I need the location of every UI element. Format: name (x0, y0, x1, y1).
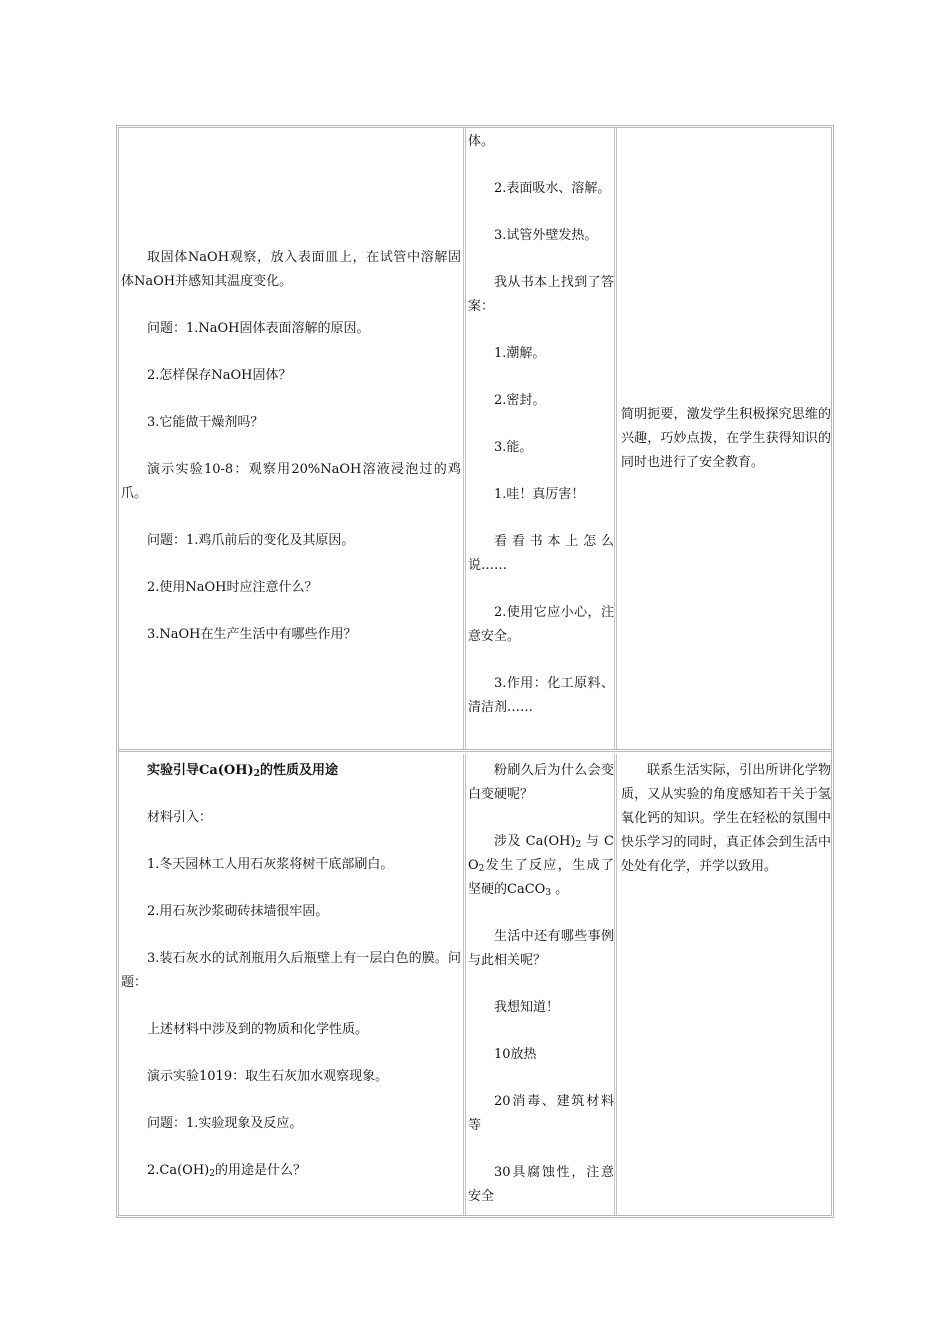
row-divider (119, 749, 831, 752)
paragraph: 3.能。 (494, 440, 533, 455)
teacher-activity-cell (119, 754, 463, 1215)
table-row-naoh (119, 128, 831, 750)
paragraph: 取固体NaOH观察，放入表面皿上，在试管中溶解固体NaOH并感知其温度变化。 (121, 250, 461, 289)
student-activity-cell (467, 754, 615, 1215)
paragraph: 2.使用NaOH时应注意什么？ (147, 580, 318, 595)
paragraph: 上述材料中涉及到的物质和化学性质。 (147, 1022, 369, 1037)
paragraph: 问题：1.鸡爪前后的变化及其原因。 (147, 533, 355, 548)
paragraph: 1.哇！真厉害！ (494, 487, 585, 502)
paragraph: 我从书本上找到了答案： (468, 275, 614, 314)
paragraph: 30具腐蚀性，注意安全 (468, 1165, 614, 1204)
paragraph: 2.怎样保存NaOH固体？ (147, 368, 292, 383)
paragraph: 生活中还有哪些事例与此相关呢？ (468, 929, 614, 968)
paragraph: 1.潮解。 (494, 346, 546, 361)
blank-space (121, 128, 461, 246)
paragraph: 2.密封。 (494, 393, 546, 408)
column-divider (614, 128, 617, 750)
paragraph: 联系生活实际，引出所讲化学物质，又从实验的角度感知若干关于氢氧化钙的知识。学生在轻松的氛围中快乐学习的同时，真正体会到生活中处处有化学，并学以致用。 (621, 763, 831, 874)
paragraph: 3.作用：化工原料、清洁剂…… (468, 676, 614, 715)
design-intent-cell (619, 128, 833, 750)
lesson-plan-table (116, 125, 834, 1218)
table-row-caoh2 (119, 754, 831, 1215)
design-intent-cell (619, 754, 833, 1215)
column-divider (463, 128, 466, 750)
section-title: 实验引导$Ca(OH)_2$的性质及用途 (147, 763, 338, 779)
paragraph: 20消毒、建筑材料等 (468, 1094, 614, 1133)
paragraph: 演示实验1019：取生石灰加水观察现象。 (147, 1069, 389, 1084)
paragraph: 看看书本上怎么说…… (468, 534, 614, 573)
paragraph: 1.冬天园林工人用石灰浆将树干底部刷白。 (147, 857, 394, 872)
teacher-activity-cell (119, 128, 463, 750)
paragraph: 2.表面吸水、溶解。 (494, 181, 611, 196)
paragraph: 3.它能做干燥剂吗？ (147, 415, 264, 430)
column-divider (463, 754, 466, 1215)
paragraph: $2.Ca(OH)_2$的用途是什么？ (147, 1163, 306, 1179)
paragraph: 2.使用它应小心，注意安全。 (468, 605, 614, 644)
paragraph: 演示实验10-8：观察用20%NaOH溶液浸泡过的鸡爪。 (121, 462, 461, 501)
paragraph: 涉及 $Ca(OH)_2$ 与 $CO_2$发生了反应，生成了坚硬的CaCO$_3$ 。 (468, 834, 615, 898)
paragraph: 问题：1.NaOH固体表面溶解的原因。 (147, 321, 370, 336)
paragraph: 我想知道！ (494, 1000, 560, 1015)
paragraph: 材料引入： (147, 810, 213, 825)
paragraph: 10放热 (494, 1047, 537, 1062)
student-activity-cell (467, 128, 615, 750)
paragraph: 3.NaOH在生产生活中有哪些作用？ (147, 627, 357, 642)
paragraph: 体。 (468, 134, 495, 149)
paragraph: 问题：1.实验现象及反应。 (147, 1116, 303, 1131)
paragraph: 简明扼要，激发学生积极探究思维的兴趣，巧妙点拨，在学生获得知识的同时也进行了安全教育。 (621, 407, 831, 470)
paragraph: 3.装石灰水的试剂瓶用久后瓶壁上有一层白色的膜。问题： (121, 951, 461, 990)
column-divider (614, 754, 617, 1215)
paragraph: 粉刷久后为什么会变白变硬呢？ (468, 763, 614, 802)
paragraph: 2.用石灰沙浆砌砖抹墙很牢固。 (147, 904, 329, 919)
paragraph: 3.试管外壁发热。 (494, 228, 598, 243)
